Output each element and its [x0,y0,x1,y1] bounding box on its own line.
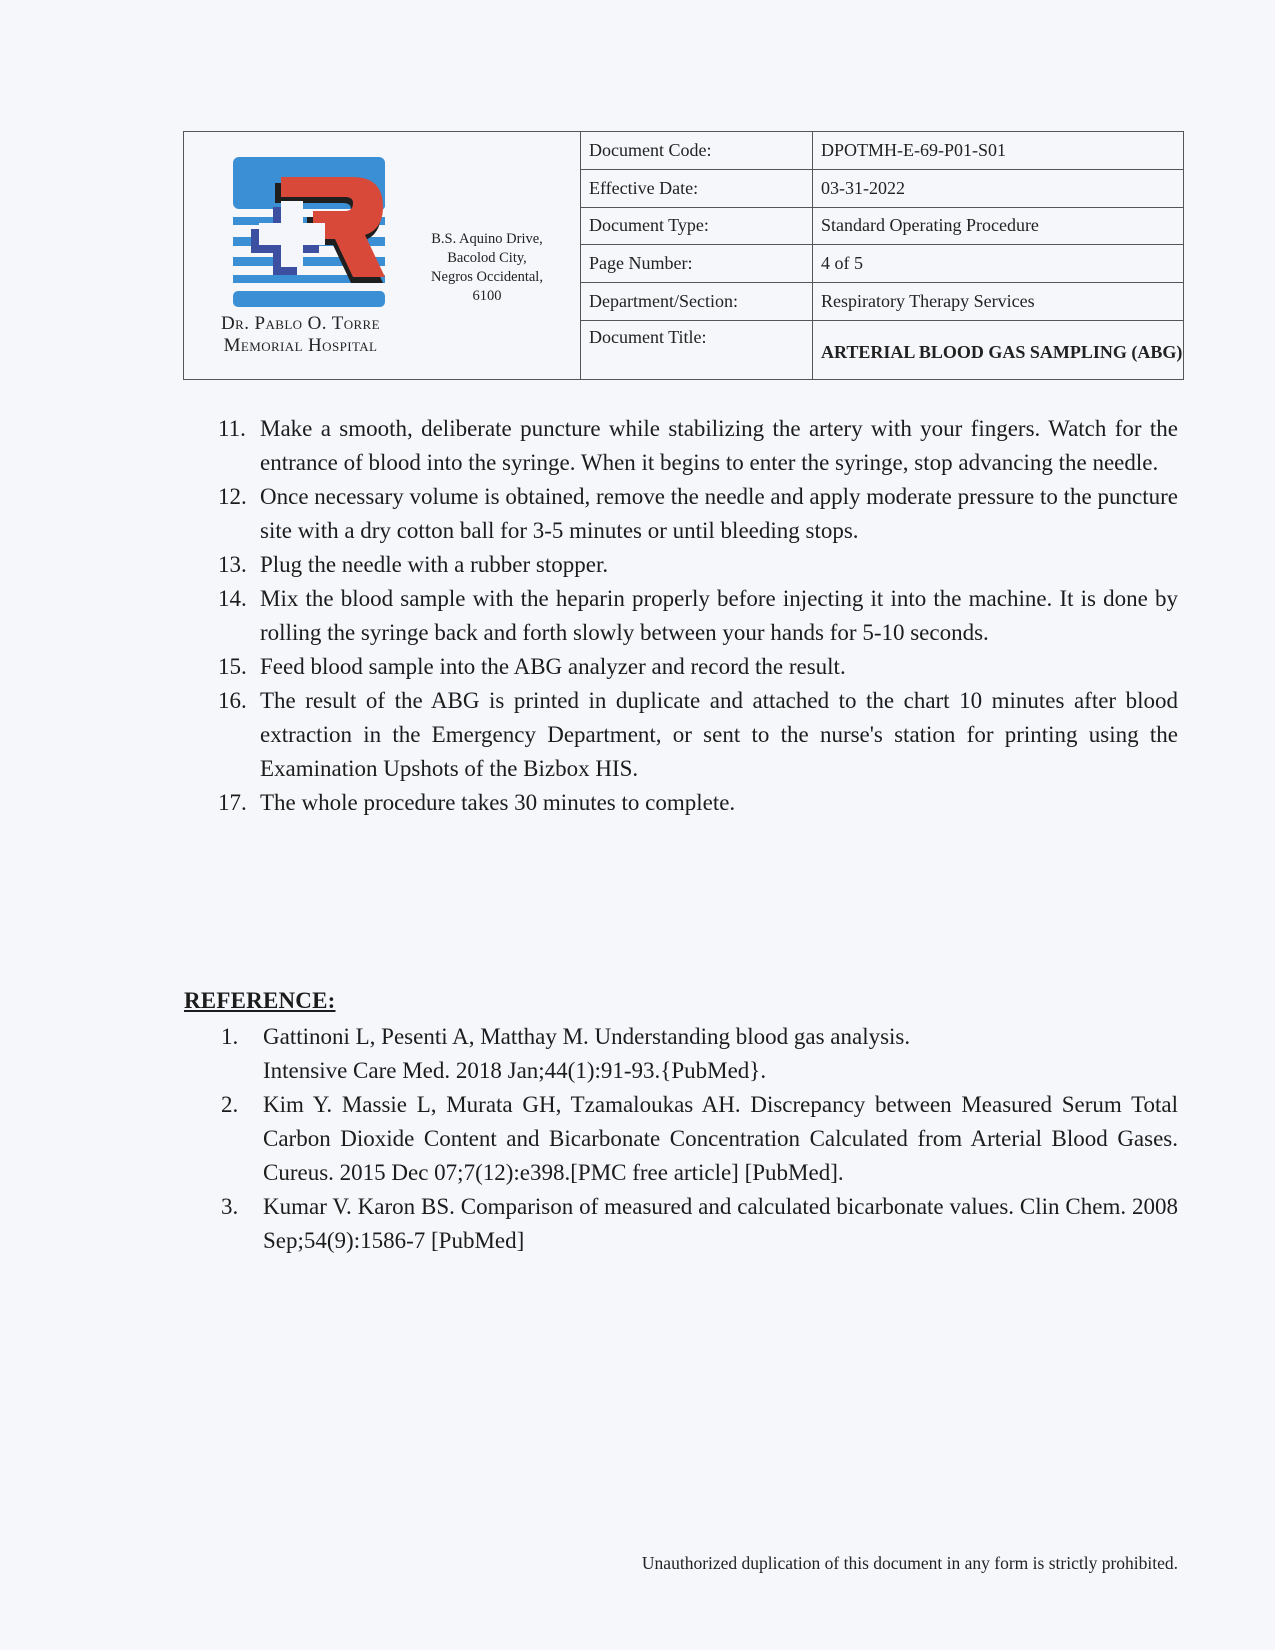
procedure-steps-list [218,412,1178,820]
hospital-name-line1: Dr. Pablo O. Torre [221,313,380,334]
address-line: B.S. Aquino Drive, [431,231,543,247]
address-line: Negros Occidental, [431,269,543,285]
document-header-table [183,131,1184,380]
field-label-document-type: Document Type: [581,207,813,245]
field-value-department: Respiratory Therapy Services [813,283,1184,321]
reference-number: 1. [221,1024,239,1049]
hospital-address [417,230,557,306]
footer-notice: Unauthorized duplication of this document in any form is strictly prohibited. [641,1553,1178,1573]
step-number: 15. [218,654,247,679]
field-label-department: Department/Section: [581,283,813,321]
hospital-name [198,313,403,357]
hospital-name-line2: Memorial Hospital [223,335,378,356]
step-number: 13. [218,552,247,577]
hospital-logo-icon [233,157,385,309]
hospital-logo-block [198,157,403,357]
reference-list [218,1020,1178,1258]
step-text: Feed blood sample into the ABG analyzer and record the result. [260,654,846,679]
reference-item [218,1088,1178,1190]
field-label-page-number: Page Number: [581,245,813,283]
field-value-document-title: ARTERIAL BLOOD GAS SAMPLING (ABG) [813,320,1184,379]
reference-item [218,1190,1178,1258]
reference-heading: REFERENCE: [184,988,336,1013]
reference-text: Kim Y. Massie L, Murata GH, Tzamaloukas AH. Discrepancy between Measured Serum Total Carbon Dioxide Content and Bicarbonate Concentration Calculated from Arterial Blood Gases. Cureus. 2015 Dec 07;7(12):e398.[PMC free article] [PubMed]. [263,1092,1178,1185]
field-value-document-type: Standard Operating Procedure [813,207,1184,245]
list-item [218,582,1178,650]
field-label-document-title: Document Title: [581,320,813,379]
step-number: 17. [218,790,247,815]
reference-text: Kumar V. Karon BS. Comparison of measured and calculated bicarbonate values. Clin Chem. 2008 Sep;54(9):1586-7 [PubMed] [263,1194,1178,1253]
list-item [218,548,1178,582]
reference-text-line1: Gattinoni L, Pesenti A, Matthay M. Understanding blood gas analysis. [263,1024,911,1049]
step-number: 11. [218,416,246,441]
list-item [218,650,1178,684]
step-text: The whole procedure takes 30 minutes to complete. [260,790,736,815]
step-number: 14. [218,586,247,611]
address-line: Bacolod City, [447,250,527,266]
list-item [218,480,1178,548]
list-item [218,684,1178,786]
step-number: 16. [218,688,247,713]
reference-text-line2: Intensive Care Med. 2018 Jan;44(1):91-93.{PubMed}. [263,1058,767,1083]
step-text: Plug the needle with a rubber stopper. [260,552,609,577]
reference-item [218,1020,1178,1088]
field-label-document-code: Document Code: [581,132,813,170]
step-text: Once necessary volume is obtained, remove the needle and apply moderate pressure to the puncture site with a dry cotton ball for 3-5 minutes or until bleeding stops. [260,484,1178,543]
field-value-effective-date: 03-31-2022 [813,169,1184,207]
logo-address-cell [184,132,581,380]
list-item [218,412,1178,480]
reference-number: 2. [221,1092,239,1117]
reference-number: 3. [221,1194,239,1219]
field-value-document-code: DPOTMH-E-69-P01-S01 [813,132,1184,170]
step-text: Make a smooth, deliberate puncture while stabilizing the artery with your fingers. Watch for the entrance of blood into the syringe. When it begins to enter the syringe, stop advancing the needle. [260,416,1178,475]
reference-text [263,1020,1178,1088]
step-text: The result of the ABG is printed in duplicate and attached to the chart 10 minutes after blood extraction in the Emergency Department, or sent to the nurse's station for printing using the Examination Upshots of the Bizbox HIS. [260,688,1178,781]
list-item [218,786,1178,820]
step-text: Mix the blood sample with the heparin properly before injecting it into the machine. It is done by rolling the syringe back and forth slowly between your hands for 5-10 seconds. [260,586,1178,645]
address-line: 6100 [472,288,502,304]
field-value-page-number: 4 of 5 [813,245,1184,283]
field-label-effective-date: Effective Date: [581,169,813,207]
step-number: 12. [218,484,247,509]
